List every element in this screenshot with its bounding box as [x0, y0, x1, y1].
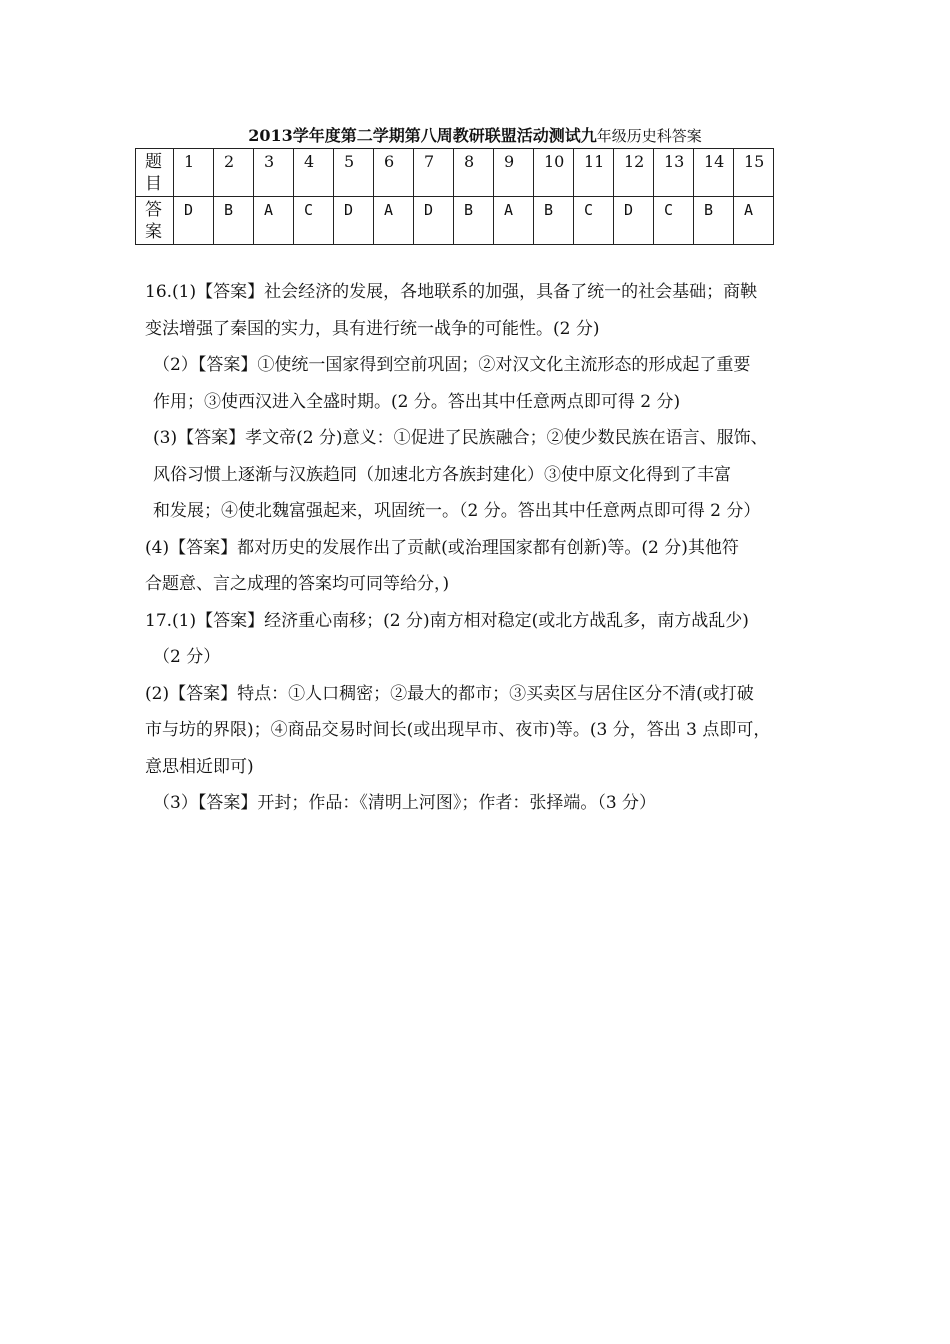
text-line: 作用；③使西汉进入全盛时期。(2 分。答出其中任意两点即可得 2 分)	[153, 391, 681, 412]
title-main: 2013学年度第二学期第八周教研联盟活动测试九	[248, 126, 597, 145]
text-line: 和发展；④使北魏富强起来，巩固统一。（2 分。答出其中任意两点即可得 2 分）	[153, 501, 761, 521]
question-number: 10	[534, 149, 574, 197]
question-number: 5	[334, 149, 374, 197]
answer-row	[136, 197, 774, 245]
question-number: 15	[734, 149, 774, 197]
text-line: 意思相近即可)	[145, 756, 254, 777]
answer-cell: A	[734, 197, 774, 245]
question-number: 4	[294, 149, 334, 197]
answer-cell: A	[254, 197, 294, 245]
text-line: 市与坊的界限)；④商品交易时间长(或出现早市、夜市)等。(3 分，答出 3 点即可，	[145, 720, 771, 740]
answer-cell: C	[294, 197, 334, 245]
text-line: (3)【答案】孝文帝(2 分)意义：①促进了民族融合；②使少数民族在语言、服饰、	[153, 428, 768, 448]
question-number: 11	[574, 149, 614, 197]
text-line: （2 分）	[153, 647, 221, 667]
answer-cell: D	[334, 197, 374, 245]
question-number: 2	[214, 149, 254, 197]
text-line: 合题意、言之成理的答案均可同等给分，)	[145, 574, 450, 594]
question-number: 9	[494, 149, 534, 197]
question-number: 14	[694, 149, 734, 197]
text-line: 风俗习惯上逐渐与汉族趋同（加速北方各族封建化）③使中原文化得到了丰富	[153, 464, 731, 485]
answer-text-body	[145, 274, 835, 822]
text-line: 16.(1)【答案】社会经济的发展，各地联系的加强，具备了统一的社会基础；商鞅	[145, 282, 758, 302]
text-line: 变法增强了秦国的实力，具有进行统一战争的可能性。(2 分)	[145, 318, 600, 339]
text-line: (2)【答案】特点：①人口稠密；②最大的都市；③买卖区与居住区分不清(或打破	[145, 683, 754, 704]
number-row	[136, 149, 774, 197]
answer-cell: B	[454, 197, 494, 245]
title-sub: 年级历史科答案	[596, 127, 702, 145]
answer-cell: D	[614, 197, 654, 245]
answer-cell: B	[534, 197, 574, 245]
text-line: （2）【答案】①使统一国家得到空前巩固；②对汉文化主流形态的形成起了重要	[153, 355, 751, 375]
text-line: （3）【答案】开封；作品：《清明上河图》；作者：张择端。（3 分）	[153, 793, 657, 813]
question-number: 6	[374, 149, 414, 197]
page-title	[0, 124, 950, 148]
row-header-question: 题 目	[136, 149, 174, 197]
answer-cell: B	[214, 197, 254, 245]
answer-table	[135, 148, 774, 245]
question-number: 7	[414, 149, 454, 197]
answer-cell: D	[174, 197, 214, 245]
answer-cell: A	[374, 197, 414, 245]
answer-cell: C	[654, 197, 694, 245]
question-number: 8	[454, 149, 494, 197]
text-line: 17.(1)【答案】经济重心南移；(2 分)南方相对稳定(或北方战乱多，南方战乱少)	[145, 610, 749, 631]
answer-cell: A	[494, 197, 534, 245]
question-number: 1	[174, 149, 214, 197]
text-line: (4)【答案】都对历史的发展作出了贡献(或治理国家都有创新)等。(2 分)其他符	[145, 537, 739, 558]
question-number: 3	[254, 149, 294, 197]
question-number: 12	[614, 149, 654, 197]
answer-cell: B	[694, 197, 734, 245]
answer-cell: C	[574, 197, 614, 245]
question-number: 13	[654, 149, 694, 197]
answer-cell: D	[414, 197, 454, 245]
row-header-answer: 答 案	[136, 197, 174, 245]
